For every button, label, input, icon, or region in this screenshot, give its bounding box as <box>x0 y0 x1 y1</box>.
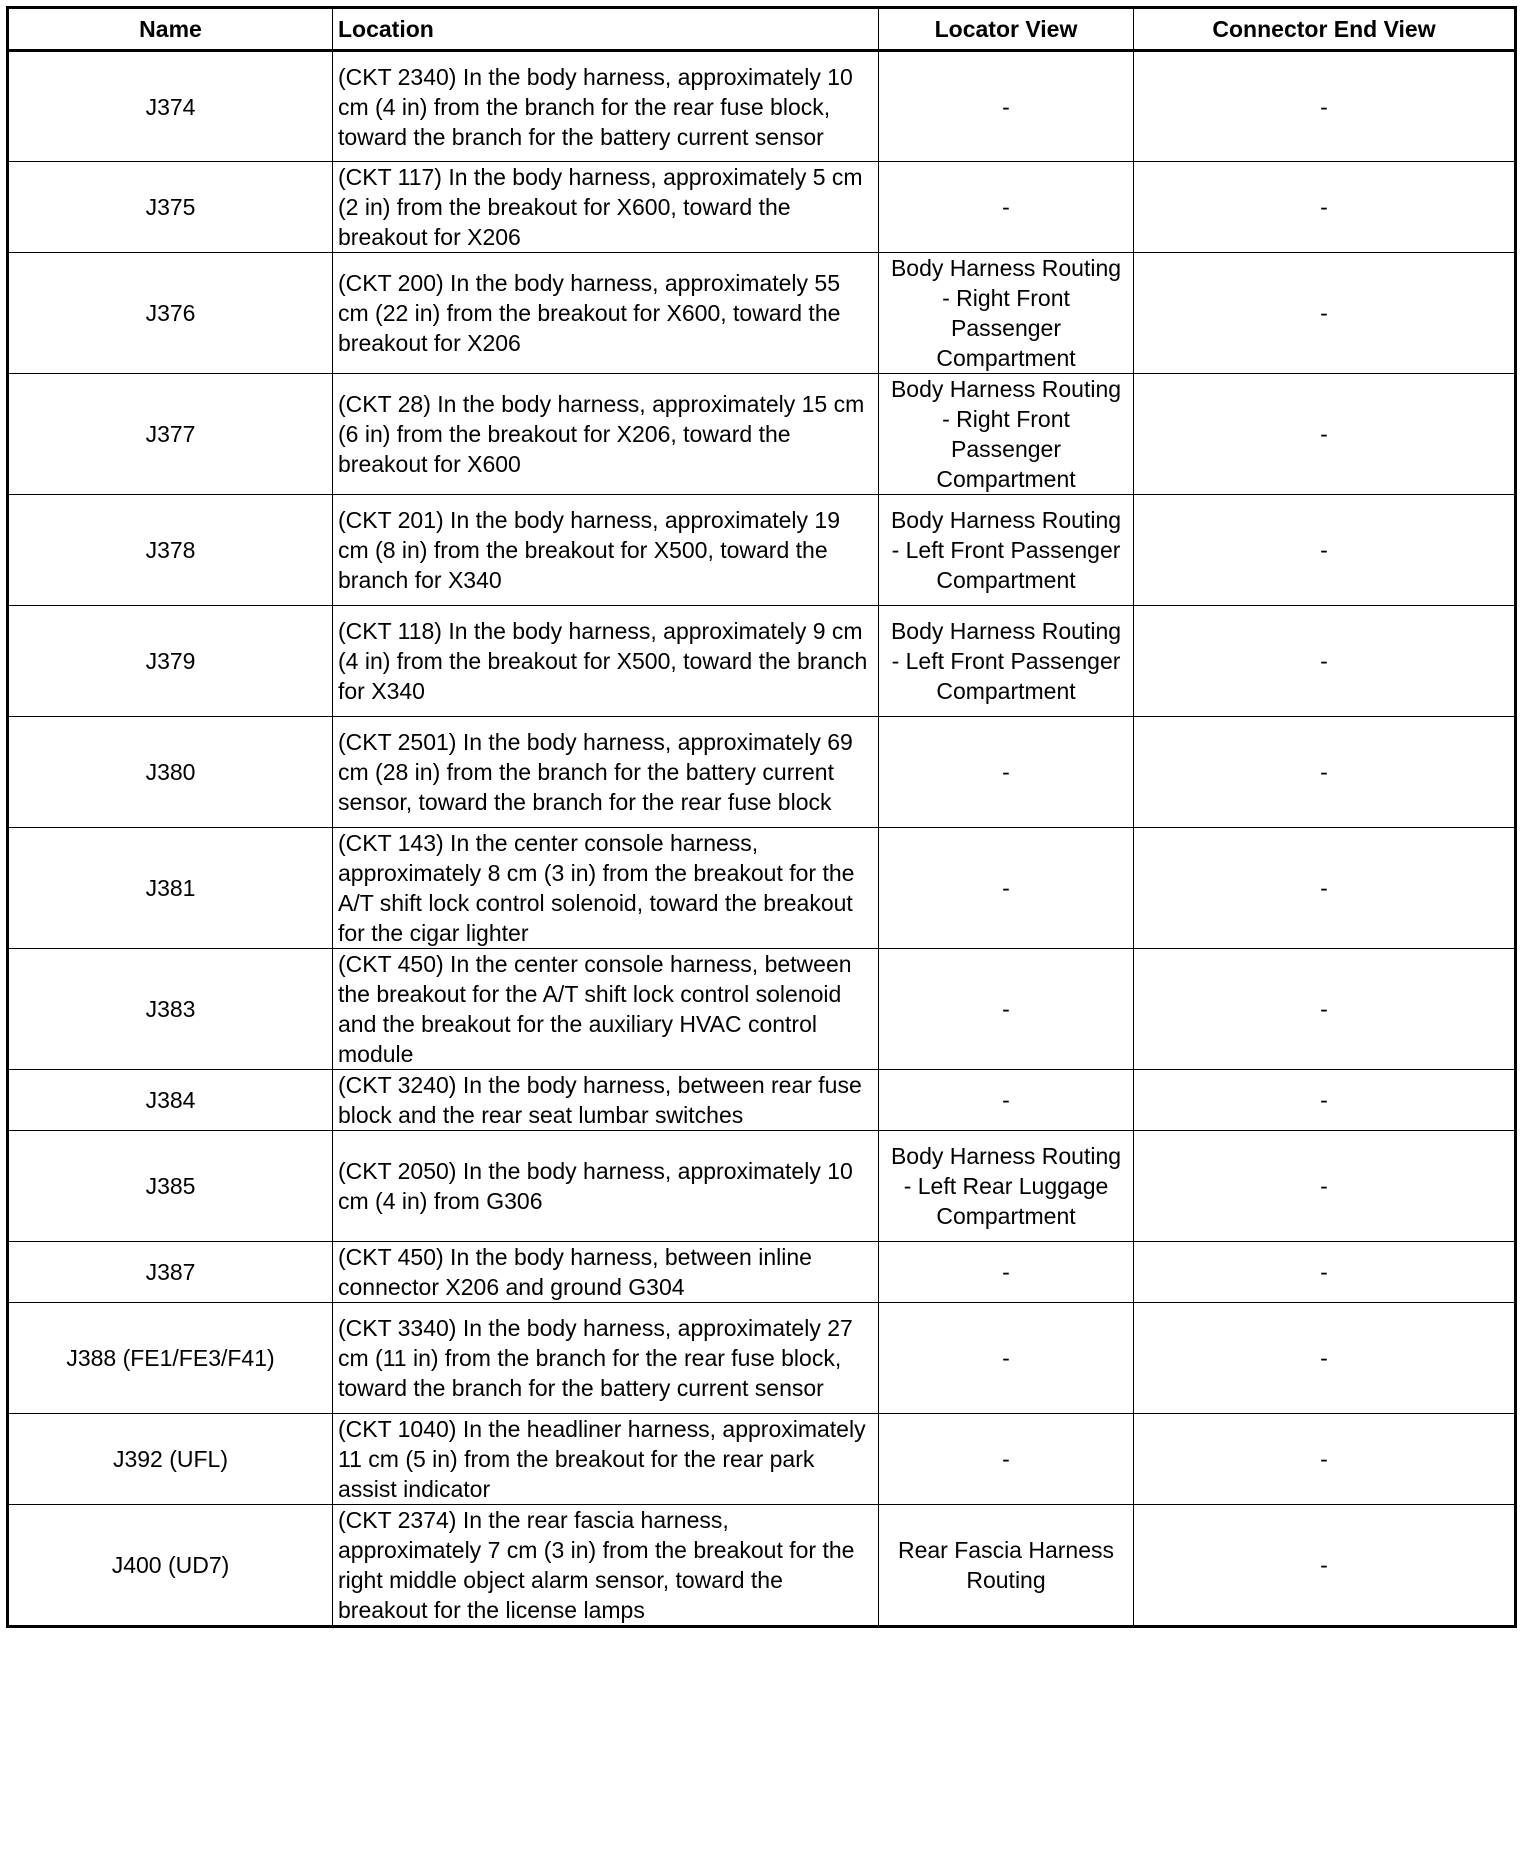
table-row <box>8 606 1516 717</box>
cell-locator-view: Body Harness Routing - Left Rear Luggage Compartment <box>879 1131 1134 1242</box>
table-body <box>8 51 1516 1627</box>
cell-name: J378 <box>8 495 333 606</box>
cell-name: J388 (FE1/FE3/F41) <box>8 1303 333 1414</box>
cell-locator-view: - <box>879 949 1134 1070</box>
cell-location: (CKT 2340) In the body harness, approximately 10 cm (4 in) from the branch for the rear fuse block, toward the branch for the battery current sensor <box>333 51 879 162</box>
cell-name: J375 <box>8 162 333 253</box>
cell-connector-end-view: - <box>1134 1131 1516 1242</box>
cell-name: J387 <box>8 1242 333 1303</box>
cell-locator-view: - <box>879 828 1134 949</box>
cell-connector-end-view: - <box>1134 606 1516 717</box>
cell-connector-end-view: - <box>1134 495 1516 606</box>
cell-location: (CKT 3240) In the body harness, between rear fuse block and the rear seat lumbar switches <box>333 1070 879 1131</box>
cell-location: (CKT 2050) In the body harness, approximately 10 cm (4 in) from G306 <box>333 1131 879 1242</box>
cell-locator-view: - <box>879 1070 1134 1131</box>
cell-location: (CKT 450) In the body harness, between inline connector X206 and ground G304 <box>333 1242 879 1303</box>
table-row <box>8 1070 1516 1131</box>
table-row <box>8 1505 1516 1627</box>
table-row <box>8 1414 1516 1505</box>
table-row <box>8 828 1516 949</box>
cell-location: (CKT 2501) In the body harness, approximately 69 cm (28 in) from the branch for the battery current sensor, toward the branch for the rear fuse block <box>333 717 879 828</box>
cell-connector-end-view: - <box>1134 1242 1516 1303</box>
cell-location: (CKT 118) In the body harness, approximately 9 cm (4 in) from the breakout for X500, toward the branch for X340 <box>333 606 879 717</box>
cell-connector-end-view: - <box>1134 1414 1516 1505</box>
cell-locator-view: Body Harness Routing - Left Front Passenger Compartment <box>879 606 1134 717</box>
header-location: Location <box>333 8 879 51</box>
cell-connector-end-view: - <box>1134 949 1516 1070</box>
cell-connector-end-view: - <box>1134 1303 1516 1414</box>
cell-name: J374 <box>8 51 333 162</box>
cell-name: J376 <box>8 253 333 374</box>
table-row <box>8 374 1516 495</box>
table-row <box>8 949 1516 1070</box>
cell-connector-end-view: - <box>1134 828 1516 949</box>
cell-location: (CKT 201) In the body harness, approximately 19 cm (8 in) from the breakout for X500, toward the branch for X340 <box>333 495 879 606</box>
cell-location: (CKT 3340) In the body harness, approximately 27 cm (11 in) from the branch for the rear fuse block, toward the branch for the battery current sensor <box>333 1303 879 1414</box>
cell-name: J383 <box>8 949 333 1070</box>
cell-name: J384 <box>8 1070 333 1131</box>
cell-locator-view: - <box>879 1414 1134 1505</box>
cell-connector-end-view: - <box>1134 51 1516 162</box>
cell-locator-view: - <box>879 51 1134 162</box>
cell-name: J381 <box>8 828 333 949</box>
header-name: Name <box>8 8 333 51</box>
cell-connector-end-view: - <box>1134 1070 1516 1131</box>
cell-locator-view: Rear Fascia Harness Routing <box>879 1505 1134 1627</box>
cell-location: (CKT 117) In the body harness, approximately 5 cm (2 in) from the breakout for X600, toward the breakout for X206 <box>333 162 879 253</box>
header-row <box>8 8 1516 51</box>
table-row <box>8 495 1516 606</box>
cell-locator-view: - <box>879 717 1134 828</box>
table-row <box>8 1303 1516 1414</box>
cell-location: (CKT 2374) In the rear fascia harness, approximately 7 cm (3 in) from the breakout for the right middle object alarm sensor, toward the breakout for the license lamps <box>333 1505 879 1627</box>
cell-name: J379 <box>8 606 333 717</box>
cell-name: J400 (UD7) <box>8 1505 333 1627</box>
table-row <box>8 717 1516 828</box>
cell-location: (CKT 1040) In the headliner harness, approximately 11 cm (5 in) from the breakout for the rear park assist indicator <box>333 1414 879 1505</box>
header-locator-view: Locator View <box>879 8 1134 51</box>
cell-name: J380 <box>8 717 333 828</box>
table-row <box>8 253 1516 374</box>
cell-connector-end-view: - <box>1134 717 1516 828</box>
cell-locator-view: - <box>879 162 1134 253</box>
table-row <box>8 51 1516 162</box>
cell-locator-view: - <box>879 1242 1134 1303</box>
cell-connector-end-view: - <box>1134 253 1516 374</box>
cell-locator-view: Body Harness Routing - Right Front Passenger Compartment <box>879 253 1134 374</box>
table-row <box>8 162 1516 253</box>
cell-connector-end-view: - <box>1134 1505 1516 1627</box>
cell-name: J377 <box>8 374 333 495</box>
cell-location: (CKT 450) In the center console harness, between the breakout for the A/T shift lock control solenoid and the breakout for the auxiliary HVAC control module <box>333 949 879 1070</box>
cell-locator-view: Body Harness Routing - Left Front Passenger Compartment <box>879 495 1134 606</box>
cell-locator-view: Body Harness Routing - Right Front Passenger Compartment <box>879 374 1134 495</box>
cell-location: (CKT 28) In the body harness, approximately 15 cm (6 in) from the breakout for X206, toward the breakout for X600 <box>333 374 879 495</box>
table-row <box>8 1131 1516 1242</box>
splice-location-table <box>6 6 1517 1628</box>
cell-location: (CKT 200) In the body harness, approximately 55 cm (22 in) from the breakout for X600, toward the breakout for X206 <box>333 253 879 374</box>
cell-location: (CKT 143) In the center console harness, approximately 8 cm (3 in) from the breakout for the A/T shift lock control solenoid, toward the breakout for the cigar lighter <box>333 828 879 949</box>
cell-name: J392 (UFL) <box>8 1414 333 1505</box>
cell-connector-end-view: - <box>1134 374 1516 495</box>
table-header <box>8 8 1516 51</box>
cell-name: J385 <box>8 1131 333 1242</box>
cell-locator-view: - <box>879 1303 1134 1414</box>
header-connector-end-view: Connector End View <box>1134 8 1516 51</box>
table-row <box>8 1242 1516 1303</box>
cell-connector-end-view: - <box>1134 162 1516 253</box>
